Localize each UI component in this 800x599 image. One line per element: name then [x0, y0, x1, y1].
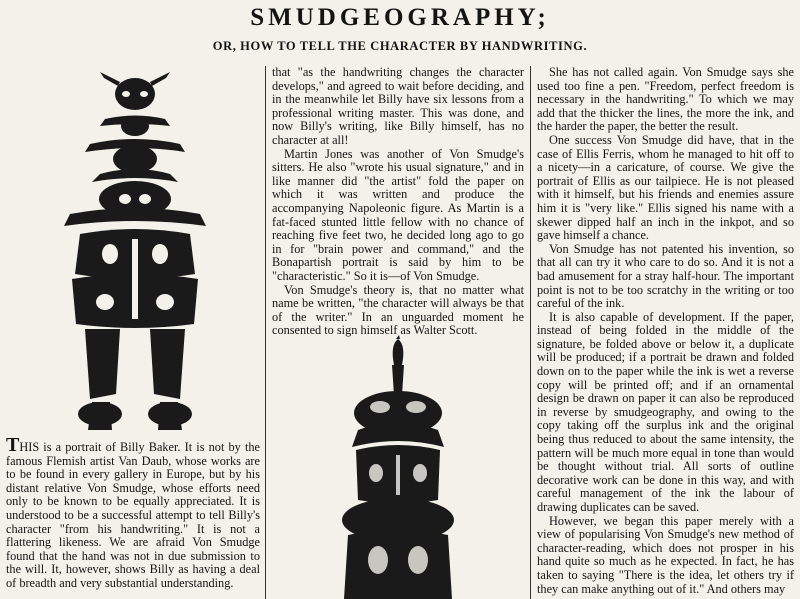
col2-paragraph-1: that "as the handwriting changes the character develops," and agreed to wait before deciding, and in the meanwhile let Billy have six lessons from a professional writing master. This was done, and now Billy's writing, like Billy himself, has no character at all! [272, 66, 524, 147]
column-1-caption [6, 438, 260, 599]
column-rule-left [265, 66, 266, 599]
column-3-text [537, 66, 794, 599]
col3-paragraph-2: One success Von Smudge did have, that in the case of Ellis Ferris, whom he managed to hit off to a nicety—in a caricature, of course. We give the portrait of Ellis as our tailpiece. He is not pleased with it himself, but his friends and enemies assure him it is "very like." Ellis signed his name with a skewer dipped half an inch in the inkpot, and so gave himself a chance. [537, 132, 794, 243]
column-2-text [272, 66, 524, 366]
col3-paragraph-5: However, we began this paper merely with a view of popularising Von Smudge's new method of character-reading, which does not prosper in his hand quite so much as he expected. In fact, he has taken to saying "There is the idea, let others try if they can make anything out of it." And others may [537, 513, 794, 596]
martin-jones-napoleonic-smudge-figure [318, 335, 478, 599]
col2-paragraph-3: Von Smudge's theory is, that no matter what name be written, "the character will always be that of the writer." In an unguarded moment he consented to sign himself as Walter Scott. [272, 282, 524, 338]
col3-paragraph-1: She has not called again. Von Smudge says she used too fine a pen. "Freedom, perfect freedom is necessary in the handwriting." To which we may add that the thicker the lines, the more the ink, and the harder the paper, the better the result. [537, 66, 794, 134]
col2-paragraph-2: Martin Jones was another of Von Smudge's sitters. He also "wrote his usual signature," and in like manner did "the artist" fold the paper on which it was written and produce the accompanying Napoleonic figure. As Martin is a fat-faced stunted little fellow with no chance of reaching five feet two, he decided long ago to go in for "brain power and command," and the Bonapartish portrait is said by him to be "characteristic." So it is—of Von Smudge. [272, 146, 524, 283]
drop-cap: T [6, 438, 20, 456]
caption-paragraph [6, 438, 260, 591]
article-title: SMUDGEOGRAPHY; [250, 4, 550, 31]
billy-baker-smudge-portrait [30, 64, 240, 436]
col3-paragraph-4: It is also capable of development. If the paper, instead of being folded in the middle of the signature, be folded above or below it, a duplicate will be produced; if a portrait be drawn and folded down on to the paper while the ink is wet a reverse copy will be printed off; and if an ornamental design be drawn on paper it can also be reproduced in reverse by smudgeography, and owing to the copy taking off the surplus ink and the original being thus reduced to about the same intensity, the pattern will be much more equal in tone than would be thought without trial. All sorts of outline decorative work can be done in this way, and with careful management of the ink the labour of drawing duplicates can be saved. [537, 309, 794, 514]
article-subtitle: OR, HOW TO TELL THE CHARACTER BY HANDWRITING. [212, 39, 588, 53]
col3-paragraph-3: Von Smudge has not patented his invention, so that all can try it who care to do so. And it is not a bad amusement for a stray half-hour. The important point is not to be too scratchy in the writing or too careful of the ink. [537, 241, 794, 311]
column-rule-right [530, 66, 531, 599]
caption-text: HIS is a portrait of Billy Baker. It is not by the famous Flemish artist Van Daub, whose works are to be found in every gallery in Europe, but by his distant relative Von Smudge, whose efforts need only to be known to be equally appreciated. It is understood to be a successful attempt to tell Billy's character "from his handwriting." It is not a flattering likeness. We are afraid Von Smudge found that the hand was not in due submission to the will. It, however, shows Billy as having a deal of breadth and very substantial understanding. [6, 440, 260, 590]
